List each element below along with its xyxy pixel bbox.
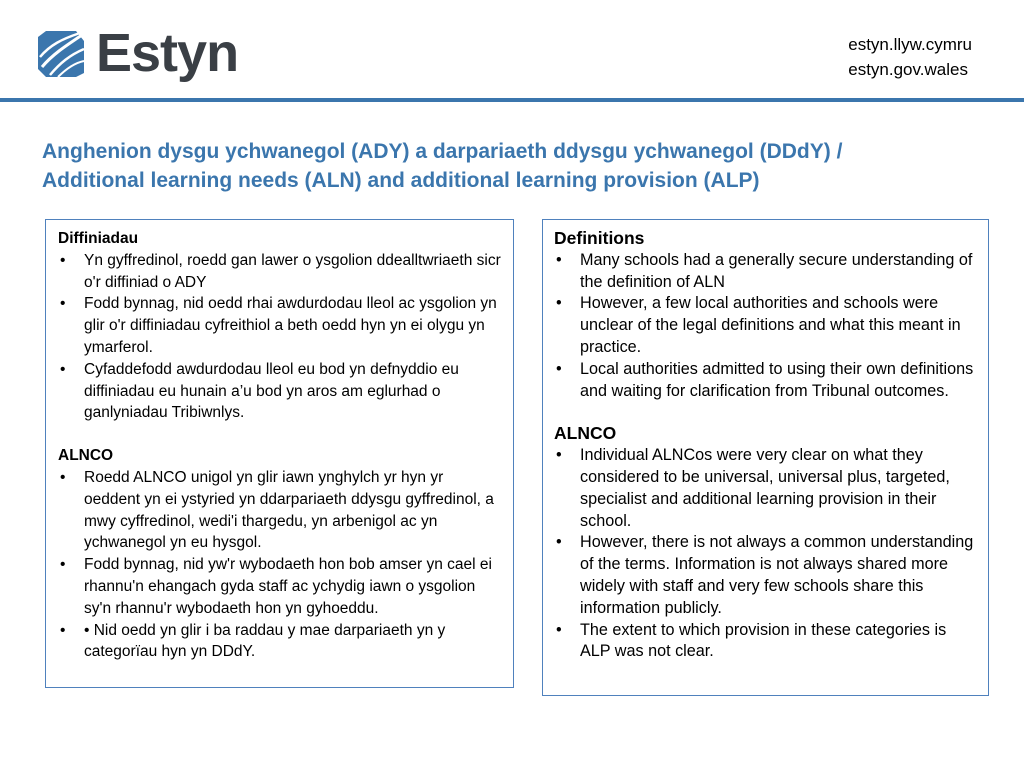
estyn-logo	[36, 22, 238, 84]
list-item: • However, there is not always a common understanding of the terms. Information is not always shared more widely with staff and very few schools share this information publicly.	[554, 532, 980, 619]
estyn-wordmark: Estyn	[96, 23, 239, 83]
list-item: • • Nid oedd yn glir i ba raddau y mae darpariaeth yn y categorïau hyn yn DDdY.	[58, 620, 503, 664]
list-item: • Fodd bynnag, nid yw'r wybodaeth hon bob amser yn cael ei rhannu'n ehangach gyda staff ac ychydig iawn o ysgolion sy'n rhannu'r wybodaeth hon yn gyhoeddu.	[58, 554, 503, 619]
section-heading-definitions: Definitions	[554, 228, 645, 248]
header-divider	[0, 98, 1024, 102]
bullet-list	[58, 250, 503, 424]
list-item: • Many schools had a generally secure understanding of the definition of ALN	[554, 250, 980, 294]
list-item: • Local authorities admitted to using their own definitions and waiting for clarification from Tribunal outcomes.	[554, 359, 980, 403]
estyn-emblem-icon	[36, 27, 86, 79]
page-title-english: Additional learning needs (ALN) and additional learning provision (ALP)	[42, 169, 760, 192]
list-item: • Roedd ALNCO unigol yn glir iawn ynghylch yr hyn yr oeddent yn ei ystyried yn ddarpariaeth ddysgu gyffredinol, a mwy cyffredinol, wedi'i thargedu, yn arbenigol ac yn ychwanegol yn eu hysgol.	[58, 467, 503, 554]
list-item: • Individual ALNCos were very clear on what they considered to be universal, universal plus, targeted, specialist and additional learning provision in their school.	[554, 445, 980, 532]
bullet-list	[554, 250, 980, 403]
bullet-list	[58, 467, 503, 663]
list-item: • The extent to which provision in these categories is ALP was not clear.	[554, 620, 980, 664]
english-summary-panel	[542, 219, 989, 696]
spacer	[554, 402, 980, 423]
site-links	[848, 32, 972, 82]
page-title-welsh: Anghenion dysgu ychwanegol (ADY) a darpariaeth ddysgu ychwanegol (DDdY) /	[42, 140, 843, 163]
list-item: • Yn gyffredinol, roedd gan lawer o ysgolion ddealltwriaeth sicr o'r diffiniad o ADY	[58, 250, 503, 294]
bullet-list	[554, 445, 980, 663]
spacer	[58, 424, 503, 445]
section-heading-alnco: ALNCO	[58, 447, 114, 465]
page-title	[42, 137, 1002, 195]
english-site-link[interactable]: estyn.gov.wales	[848, 60, 968, 79]
section-heading-alnco: ALNCO	[554, 423, 617, 444]
list-item: • Cyfaddefodd awdurdodau lleol eu bod yn defnyddio eu diffiniadau eu hunain a’u bod yn aros am eglurhad o ganlyniadau Tribiwnlys.	[58, 359, 503, 424]
section-heading-diffiniadau: Diffiniadau	[58, 230, 139, 247]
welsh-site-link[interactable]: estyn.llyw.cymru	[848, 35, 972, 54]
list-item: • Fodd bynnag, nid oedd rhai awdurdodau lleol ac ysgolion yn glir o'r diffiniadau cyfreithiol a beth oedd hyn yn ei olygu yn ymarferol.	[58, 293, 503, 358]
welsh-summary-panel	[45, 219, 514, 688]
list-item: • However, a few local authorities and schools were unclear of the legal definitions and what this meant in practice.	[554, 293, 980, 358]
